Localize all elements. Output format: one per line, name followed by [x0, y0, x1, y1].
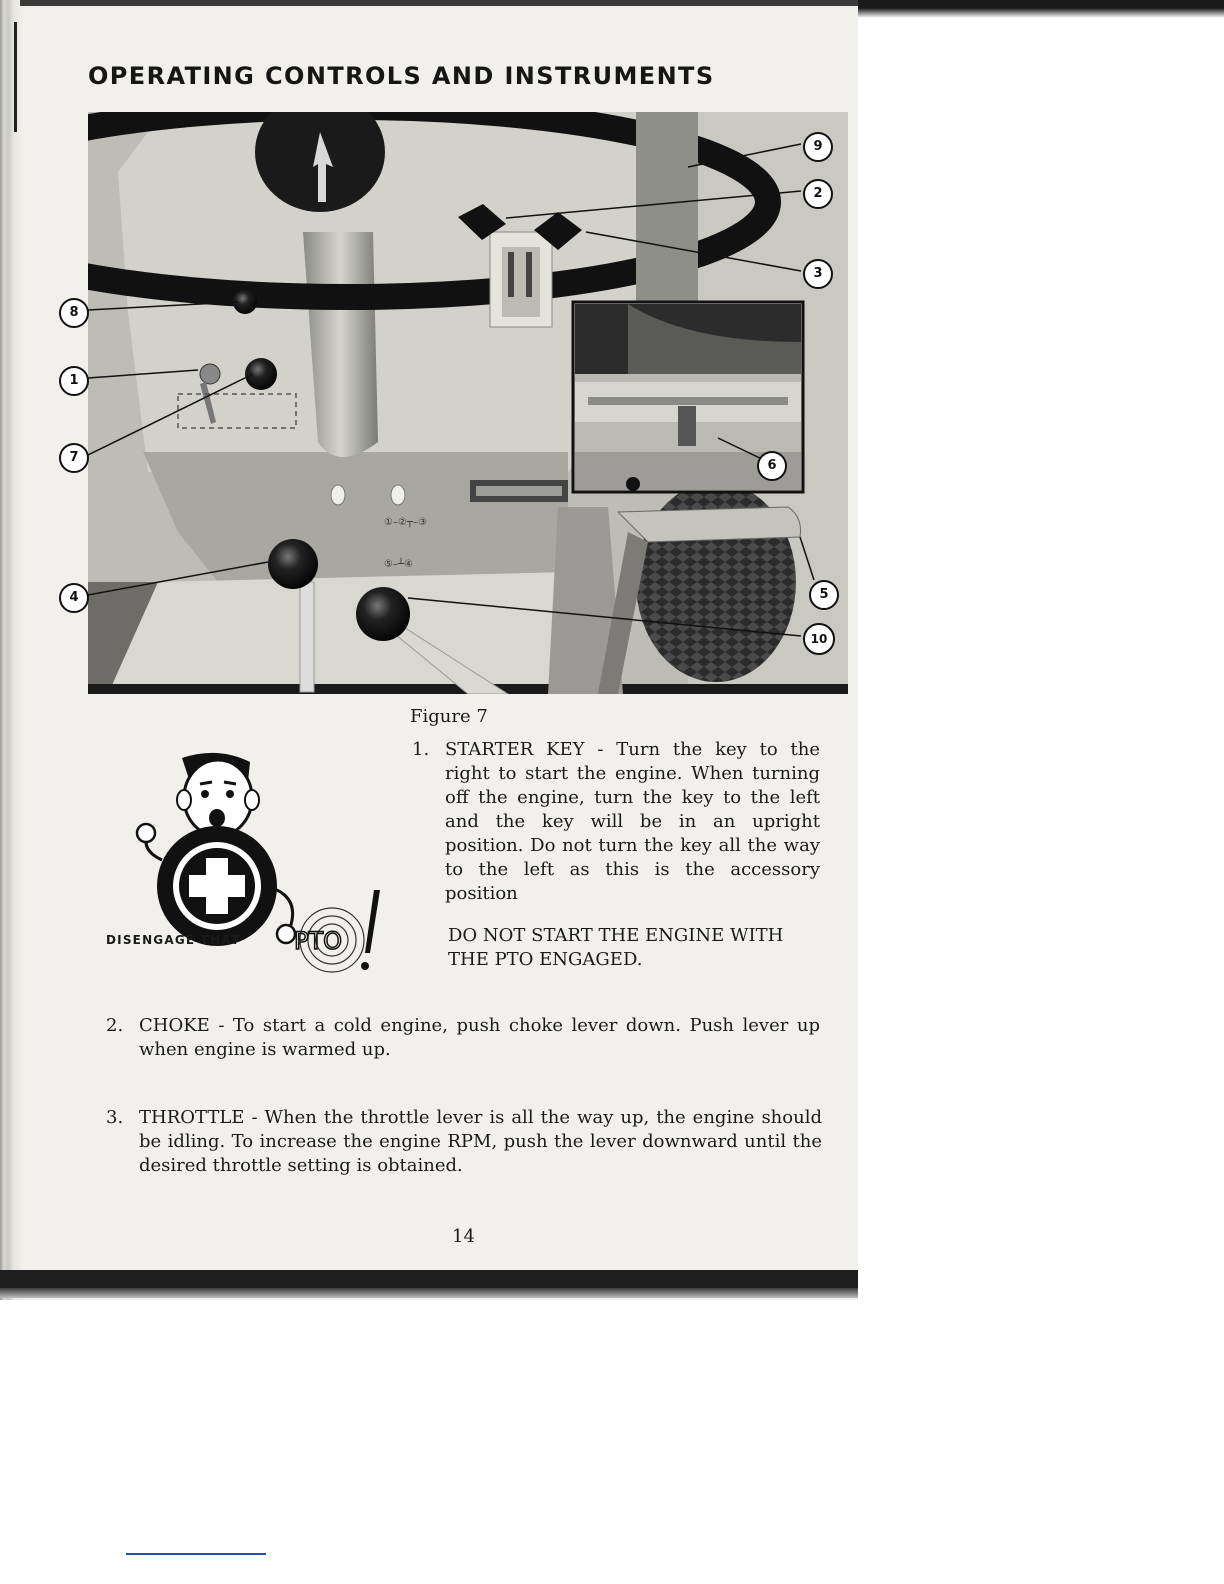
item-number: 1. [412, 739, 430, 760]
gear-shift-knob [268, 539, 318, 589]
callout-10: 10 [803, 623, 835, 655]
figure-caption: Figure 7 [410, 706, 488, 727]
item-text: STARTER KEY - Turn the key to the right to start the engine. When turning off the engine, turn the key to the left and the key will be in an upright position. Do not turn the key all the way to the left as this is the accessory position [445, 739, 820, 904]
callout-3: 3 [803, 259, 833, 289]
lights-knob [245, 358, 277, 390]
mascot-caption: DISENGAGE THAT [106, 933, 241, 947]
callout-9: 9 [803, 132, 833, 162]
instruction-item-2 [106, 1014, 820, 1062]
callout-5: 5 [809, 580, 839, 610]
callout-1: 1 [59, 366, 89, 396]
page-bottom-edge [0, 1270, 858, 1288]
callout-8: 8 [59, 298, 89, 328]
pto-warning: DO NOT START THE ENGINE WITH THE PTO ENGAGED. [448, 925, 784, 970]
fender [636, 112, 698, 312]
binding-line [14, 22, 17, 132]
instruction-item-1 [412, 738, 820, 906]
scanner-shadow [858, 0, 1224, 18]
lower-panel [143, 452, 568, 582]
page-bottom-shadow [0, 1288, 858, 1298]
item-text: CHOKE - To start a cold engine, push choke lever down. Push lever up when engine is warmed up. [139, 1015, 820, 1060]
exclamation-icon [365, 890, 380, 953]
brake-pedal [618, 507, 801, 542]
page-stack-edge [0, 0, 24, 1300]
page-title: OPERATING CONTROLS AND INSTRUMENTS [88, 62, 715, 90]
gear-pattern-label-top: ①–②┬–③ [384, 517, 427, 528]
callout-6: 6 [757, 451, 787, 481]
page-top-edge [20, 0, 858, 6]
mascot-fist [137, 824, 155, 842]
callout-2: 2 [803, 179, 833, 209]
pto-knob [356, 587, 410, 641]
stray-underline [126, 1553, 266, 1555]
item-number: 2. [106, 1015, 124, 1036]
figure-7-photo [88, 112, 848, 694]
gear-pattern-label-bottom: ⑤–┴④ [384, 559, 413, 570]
callout-7: 7 [59, 443, 89, 473]
pto-logo-text: PTO [294, 927, 343, 955]
instruction-item-3 [106, 1106, 822, 1178]
item-number: 3. [106, 1107, 124, 1128]
mascot-hand [277, 925, 295, 943]
callout-4: 4 [59, 583, 89, 613]
item-text: THROTTLE - When the throttle lever is all the way up, the engine should be idling. To increase the engine RPM, push the lever downward until the desired throttle setting is obtained. [139, 1107, 822, 1176]
page-number: 14 [452, 1226, 475, 1247]
